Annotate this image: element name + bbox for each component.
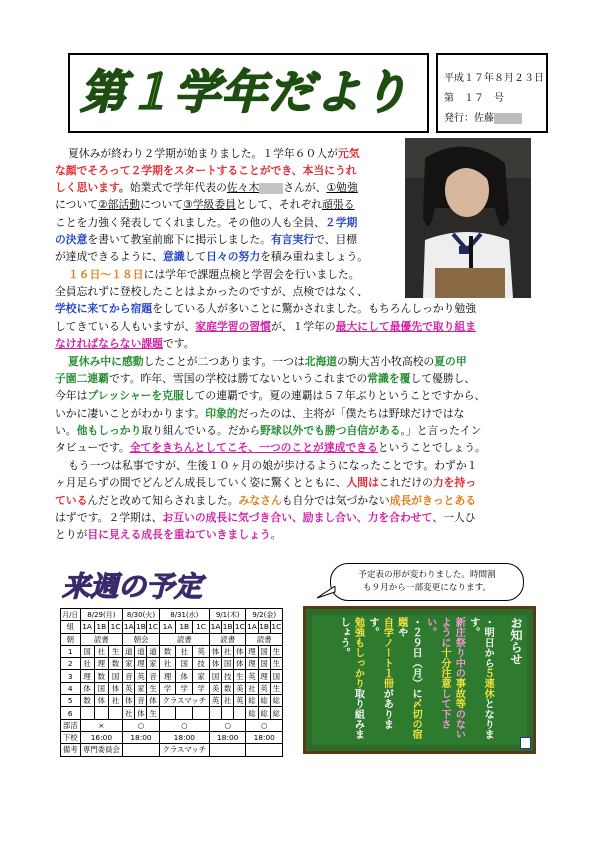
table-cell: 1A bbox=[123, 622, 134, 632]
table-cell: 朝 bbox=[61, 633, 81, 645]
table-cell: 社 bbox=[108, 695, 122, 707]
table-cell: 1B bbox=[94, 621, 108, 633]
table-cell: 国 bbox=[94, 682, 108, 694]
table-cell: 1 bbox=[61, 645, 81, 657]
eraser-icon bbox=[520, 737, 531, 749]
table-cell: 体 bbox=[209, 658, 221, 670]
table-cell: 社 bbox=[222, 695, 234, 707]
table-cell: 美 bbox=[234, 682, 246, 694]
article-line: い。他もしっかり取り組んでいる。だから野球以外でも勝つ自信がある。」と言ったイン bbox=[55, 424, 482, 437]
table-cell: ○ bbox=[209, 719, 245, 731]
table-cell: 体 bbox=[209, 645, 221, 657]
table-cell: ○ bbox=[159, 719, 209, 731]
table-cell bbox=[193, 707, 210, 719]
table-cell: 体 bbox=[80, 682, 94, 694]
title-box bbox=[68, 53, 429, 133]
table-row bbox=[61, 609, 283, 621]
table-cell: 社 bbox=[94, 645, 108, 657]
redacted-name bbox=[494, 113, 522, 124]
publisher bbox=[444, 109, 522, 124]
table-cell: 部活 bbox=[61, 719, 81, 731]
table-cell: 総 bbox=[246, 707, 258, 719]
table-cell: 社 bbox=[123, 707, 135, 719]
table-cell: 1A bbox=[80, 621, 94, 633]
table-cell: 9/1(木) bbox=[209, 609, 245, 621]
table-cell bbox=[246, 744, 283, 756]
article-line: 子園二連覇です。昨年、雪国の学校は勝てないというこれまでの常識を覆して優勝し、 bbox=[55, 372, 476, 385]
table-cell: 9/2(金) bbox=[246, 609, 283, 621]
notice-line: しょう。 bbox=[338, 617, 350, 658]
table-cell: クラスマッチ bbox=[159, 695, 209, 707]
table-cell: 1C bbox=[148, 622, 159, 632]
table-cell: 家 bbox=[147, 658, 159, 670]
article-line: 夏休み中に感動したことが二つあります。一つは北海道の駒大苫小牧高校の夏の甲 bbox=[68, 355, 467, 368]
table-cell: 専門委員会 bbox=[80, 744, 123, 756]
table-cell: 英 bbox=[135, 670, 147, 682]
table-cell: 数 bbox=[108, 658, 122, 670]
table-cell bbox=[108, 707, 122, 719]
table-cell: 1A bbox=[159, 621, 176, 633]
table-cell: 総 bbox=[270, 695, 282, 707]
notice-text bbox=[318, 617, 523, 743]
table-cell: 道 bbox=[147, 645, 159, 657]
table-cell: 18:00 bbox=[123, 731, 159, 743]
notice-line: ・２９日（月）に〆切の宿題や bbox=[395, 617, 422, 740]
table-cell: 音 bbox=[135, 695, 147, 707]
table-cell: 社 bbox=[159, 658, 176, 670]
article-line: が達成できるように、意識して日々の努力を積み重ねましょう。 bbox=[55, 250, 369, 263]
table-cell: × bbox=[80, 719, 123, 731]
table-cell: 1B bbox=[136, 622, 146, 632]
table-cell: 6 bbox=[61, 707, 81, 719]
table-cell: 2 bbox=[61, 658, 81, 670]
table-cell bbox=[159, 707, 176, 719]
table-cell: 美 bbox=[209, 682, 221, 694]
article-line: しく思います。始業式で学年代表の佐々木 さんが、①勉強 bbox=[55, 181, 358, 194]
table-cell: 数 bbox=[222, 682, 234, 694]
article-line: もう一つは私事ですが、生後１０ヶ月の娘が歩けるようになったことです。わずか１ bbox=[68, 459, 478, 472]
table-row bbox=[61, 645, 283, 657]
chalkboard bbox=[312, 615, 527, 745]
table-cell: 理 bbox=[159, 670, 176, 682]
table-cell: 8/29(月) bbox=[80, 609, 123, 621]
table-cell: 18:00 bbox=[159, 731, 209, 743]
article-line: ことを力強く発表してくれました。その他の人も全員、２学期 bbox=[55, 216, 358, 229]
table-cell: 国 bbox=[108, 670, 122, 682]
table-cell: 4 bbox=[61, 682, 81, 694]
issue-number: 第 １７ 号 bbox=[444, 93, 504, 104]
table-cell: 体 bbox=[234, 658, 246, 670]
table-cell bbox=[222, 707, 234, 719]
article-line: について②部活動について③学級委員として、それぞれ頑張る bbox=[55, 198, 355, 211]
article-line: いかに凄いことがわかります。印象的だったのは、主将が「僕たちは野球だけではな bbox=[55, 407, 465, 420]
table-cell: 総 bbox=[270, 707, 282, 719]
article-line: なければならない課題です。 bbox=[55, 337, 195, 350]
table-cell: 組 bbox=[61, 621, 81, 633]
notice-line: ように十分注意して下さい。 bbox=[424, 617, 450, 730]
table-cell: 体 bbox=[234, 645, 246, 657]
table-cell bbox=[176, 707, 193, 719]
table-cell: 生 bbox=[147, 707, 159, 719]
table-cell: 技 bbox=[193, 658, 210, 670]
table-cell: 英 bbox=[123, 682, 135, 694]
table-cell: 音 bbox=[147, 670, 159, 682]
table-cell: 読書 bbox=[159, 633, 209, 645]
table-cell: 1B bbox=[176, 621, 193, 633]
table-cell: 18:00 bbox=[246, 731, 283, 743]
table-cell bbox=[209, 744, 245, 756]
table-cell bbox=[94, 707, 108, 719]
table-cell: 国 bbox=[222, 658, 234, 670]
article-line: 夏休みが終わり２学期が始まりました。１学年６０人が元気 bbox=[68, 147, 360, 160]
article-line: タビューです。全てをきちんとしてこそ、一つのことが達成できるということでしょう。 bbox=[55, 441, 486, 454]
table-cell: 家 bbox=[135, 682, 147, 694]
table-cell: 社 bbox=[222, 645, 234, 657]
table-cell: 家 bbox=[123, 658, 135, 670]
table-cell: 1A bbox=[210, 622, 221, 632]
table-cell: 道 bbox=[123, 645, 135, 657]
notice-board bbox=[303, 606, 536, 754]
table-cell: 数 bbox=[94, 670, 108, 682]
table-cell: 生 bbox=[270, 658, 282, 670]
table-cell: 国 bbox=[176, 658, 193, 670]
table-cell: 1C bbox=[108, 621, 122, 633]
table-cell: 読書 bbox=[209, 633, 245, 645]
article-line: ヶ月足らずの間でどんどん成長していく姿に驚くとともに、人間はこれだけの力を持っ bbox=[55, 476, 477, 489]
table-row bbox=[61, 695, 283, 707]
table-cell: 1B bbox=[222, 622, 233, 632]
newsletter-title: 第１学年だより bbox=[80, 65, 409, 119]
table-cell: 3 bbox=[61, 670, 81, 682]
table-cell bbox=[80, 707, 94, 719]
table-cell: 生 bbox=[147, 682, 159, 694]
table-cell: 理 bbox=[246, 645, 258, 657]
article-line: ているんだと改めて知らされました。みなさんも自分では気づかない成長がきっとある bbox=[55, 494, 477, 507]
table-cell: 体 bbox=[108, 682, 122, 694]
table-cell: 音 bbox=[123, 670, 135, 682]
article-line: 全員忘れずに登校したことはよかったのですが、点検ではなく、 bbox=[55, 285, 368, 298]
table-cell: 備考 bbox=[61, 744, 81, 756]
table-cell: 英 bbox=[209, 695, 221, 707]
table-cell bbox=[209, 707, 221, 719]
table-cell: 国 bbox=[258, 658, 270, 670]
table-cell: 体 bbox=[123, 695, 135, 707]
table-cell: 学 bbox=[193, 682, 210, 694]
table-cell: 体 bbox=[147, 695, 159, 707]
notice-line: 自学ノート１冊があります。 bbox=[366, 617, 393, 730]
table-row bbox=[61, 719, 283, 731]
table-cell: 理 bbox=[258, 670, 270, 682]
table-cell: 技 bbox=[222, 670, 234, 682]
article-line: 今年はプレッシャーを克服しての連覇です。夏の連覇は５７年ぶりということですから、 bbox=[55, 389, 486, 402]
table-cell: 朝会 bbox=[123, 633, 159, 645]
table-cell: 月/日 bbox=[61, 609, 81, 621]
table-cell: 英 bbox=[234, 695, 246, 707]
table-cell: 国 bbox=[80, 645, 94, 657]
table-cell: 社 bbox=[246, 682, 258, 694]
article-line: してきている人もいますが、家庭学習の習慣が、１学年の最大にして最優先で取り組ま bbox=[55, 320, 477, 333]
table-cell: 理 bbox=[80, 670, 94, 682]
table-row bbox=[61, 633, 283, 645]
table-cell: 1C bbox=[271, 622, 282, 632]
table-cell bbox=[234, 707, 246, 719]
article-line: 学校に来てから宿題をしている人が多いことに驚かされました。もちろんしっかり勉強 bbox=[55, 302, 477, 315]
table-cell: 1C bbox=[193, 621, 210, 633]
table-cell: 理 bbox=[246, 658, 258, 670]
table-cell: 下校 bbox=[61, 731, 81, 743]
weekly-schedule-table bbox=[60, 608, 283, 757]
table-cell: 16:00 bbox=[80, 731, 123, 743]
table-cell: 社 bbox=[176, 645, 193, 657]
table-cell: 国 bbox=[209, 670, 221, 682]
table-cell: 生 bbox=[270, 645, 282, 657]
table-cell: 総 bbox=[258, 695, 270, 707]
table-cell: ○ bbox=[246, 719, 283, 731]
table-cell: 読書 bbox=[246, 633, 283, 645]
article-line: とりが目に見える成長を重ねていきましょう。 bbox=[55, 528, 282, 541]
table-cell: 国 bbox=[258, 645, 270, 657]
table-cell: 英 bbox=[246, 670, 258, 682]
speech-bubble bbox=[330, 563, 524, 601]
table-cell: 生 bbox=[108, 645, 122, 657]
table-cell: 英 bbox=[258, 682, 270, 694]
table-cell bbox=[123, 744, 159, 756]
notice-line: 勉強もしっかり取り組みま bbox=[352, 617, 364, 740]
table-cell: 1B bbox=[259, 622, 269, 632]
bubble-line: も９月から一部変更になります。 bbox=[362, 583, 492, 593]
article-line: な顔でそろって２学期をスタートすることができ、本当にうれ bbox=[55, 164, 357, 177]
table-cell: クラスマッチ bbox=[159, 744, 209, 756]
table-cell: 総 bbox=[258, 707, 270, 719]
table-row bbox=[61, 621, 283, 633]
bubble-line: 予定表の形が変わりました。時間割 bbox=[358, 570, 496, 580]
article-line: １６日～１８日には学年で課題点検と学習会を行いました。 bbox=[68, 268, 360, 281]
notice-line: ・明日から５連休となります。 bbox=[467, 617, 494, 740]
table-cell: 体 bbox=[94, 695, 108, 707]
next-week-title: 来週の予定 bbox=[62, 570, 203, 603]
table-cell: 理 bbox=[135, 658, 147, 670]
issue-info-box bbox=[436, 53, 548, 133]
article-line: の決意を書いて教室前廊下に掲示しました。有言実行で、目標 bbox=[55, 233, 358, 246]
table-cell: 18:00 bbox=[209, 731, 245, 743]
table-cell: 1A bbox=[247, 622, 257, 632]
table-cell: 8/30(火) bbox=[123, 609, 159, 621]
table-cell: 理 bbox=[94, 658, 108, 670]
table-cell: 1C bbox=[234, 622, 245, 632]
article-line: はずです。２学期は、お互いの成長に気づき合い、励まし合い、力を合わせて、一人ひ bbox=[55, 511, 476, 524]
table-cell: 生 bbox=[270, 682, 282, 694]
table-cell: 学 bbox=[159, 682, 176, 694]
table-row bbox=[61, 744, 283, 756]
table-cell: 体 bbox=[135, 707, 147, 719]
table-row bbox=[61, 658, 283, 670]
table-cell: 英 bbox=[193, 645, 210, 657]
table-cell: 総 bbox=[246, 695, 258, 707]
table-row bbox=[61, 707, 283, 719]
notice-title: お知らせ bbox=[509, 617, 523, 665]
table-cell: ○ bbox=[123, 719, 159, 731]
table-cell: 数 bbox=[80, 695, 94, 707]
table-row bbox=[61, 731, 283, 743]
table-cell: 生 bbox=[234, 670, 246, 682]
table-cell: 数 bbox=[159, 645, 176, 657]
table-cell: 読書 bbox=[80, 633, 123, 645]
table-cell: 5 bbox=[61, 695, 81, 707]
issue-date: 平成１７年８月２３日 bbox=[444, 73, 544, 84]
table-cell: 学 bbox=[176, 682, 193, 694]
table-cell: 社 bbox=[80, 658, 94, 670]
notice-line: 新庄祭り中の事故等のない bbox=[453, 617, 465, 740]
table-cell: 8/31(水) bbox=[159, 609, 209, 621]
table-row bbox=[61, 682, 283, 694]
student-speech-photo bbox=[405, 138, 531, 298]
table-cell: 体 bbox=[176, 670, 193, 682]
table-cell: 道 bbox=[135, 645, 147, 657]
table-cell: 家 bbox=[193, 670, 210, 682]
redacted-name bbox=[259, 183, 283, 194]
publisher-label: 発行：佐藤 bbox=[444, 113, 494, 124]
table-cell: 国 bbox=[270, 670, 282, 682]
table-row bbox=[61, 670, 283, 682]
